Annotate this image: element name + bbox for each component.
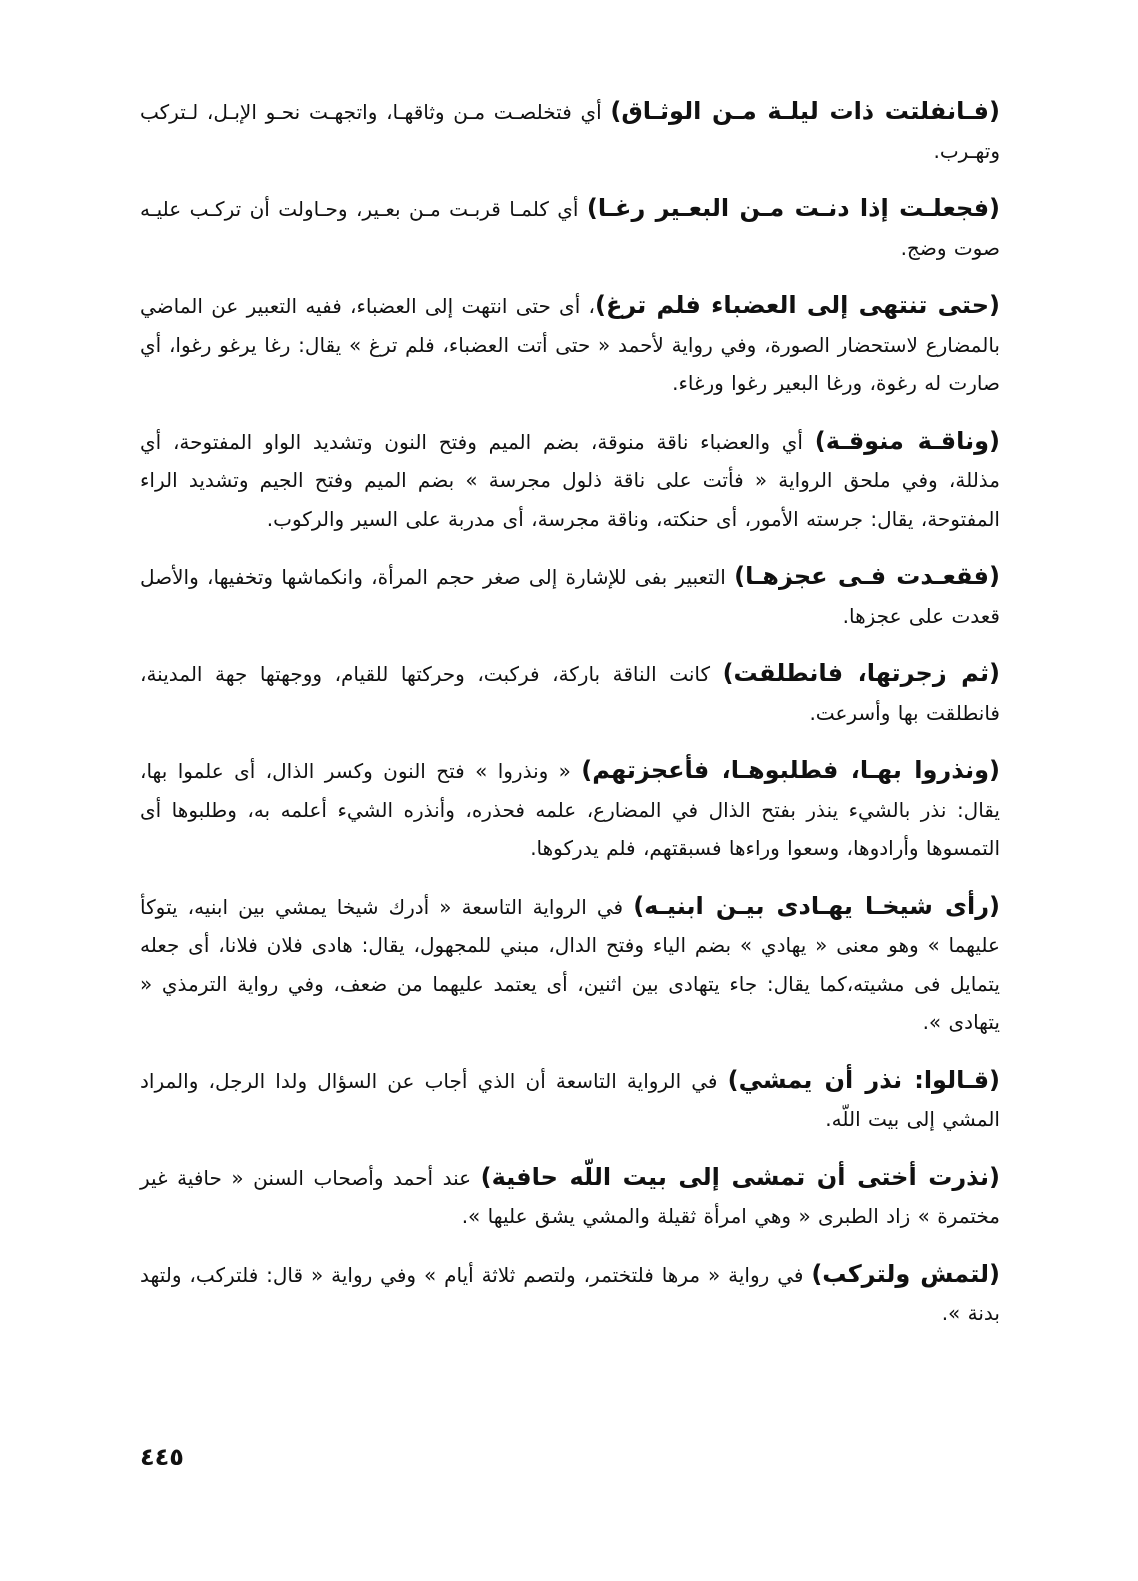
paragraph-heading: (رأى شيخـا يهـادى بيـن ابنيـه): [633, 891, 1000, 920]
page-body: [140, 92, 1000, 1352]
paragraph-text: أي كلمـا قربـت مـن بعـير، وحـاولت أن تركـب عليـه صوت وضج.: [140, 197, 1000, 260]
paragraph-text: أي والعضباء ناقة منوقة، بضم الميم وفتح النون وتشديد الواو المفتوحة، أي مذللة، وفي ملحق الرواية « فأتت على ناقة ذلول مجرسة » بضم الميم وفتح الجيم وتشديد الراء المفتوحة، يقال: جرسته الأمور، أى حنكته، وناقة مجرسة، أى مدربة على السير والركوب.: [140, 429, 1000, 531]
paragraph-heading: (فجعلـت إذا دنـت مـن البعـير رغـا): [586, 194, 1001, 222]
paragraph-heading: (قـالوا: نذر أن يمشي): [727, 1065, 1001, 1094]
paragraph-heading: (وناقـة منوقـة): [814, 426, 1000, 455]
paragraph-7: [140, 751, 1000, 868]
page-number: ٤٤٥: [140, 1443, 184, 1471]
paragraph-heading: (لتمش ولتركب): [811, 1259, 1001, 1288]
paragraph-text: في الرواية التاسعة « أدرك شيخا يمشي بين ابنيه، يتوكأ عليهما » وهو معنى « يهادي » بضم الياء وفتح الدال، مبني للمجهول، يقال: هادى فلان فلانا، أى جعله يتمايل فى مشيته،كما يقال: جاء يتهادى بين اثنين، أى يعتمد عليهما من ضعف، وفي رواية الترمذي « يتهادى ».: [140, 894, 1000, 1034]
paragraph-5: [140, 557, 1000, 635]
paragraph-heading: (ونذروا بهـا، فطلبوهـا، فأعجزتهم): [581, 756, 1000, 784]
paragraph-6: [140, 654, 1000, 732]
paragraph-1: [140, 92, 1000, 170]
paragraph-heading: (نذرت أختى أن تمشى إلى بيت اللّه حافية): [480, 1162, 1000, 1191]
paragraph-8: [140, 887, 1000, 1042]
paragraph-heading: (ثم زجرتها، فانطلقت): [722, 659, 1000, 687]
paragraph-heading: (حتى تنتهى إلى العضباء فلم ترغ): [594, 291, 1000, 319]
paragraph-3: [140, 286, 1000, 403]
paragraph-heading: (فـانفلتت ذات ليلـة مـن الوثـاق): [610, 97, 1000, 125]
paragraph-text: عند أحمد وأصحاب السنن « حافية غير مختمرة » زاد الطبرى « وهي امرأة ثقيلة والمشي يشق عليها ».: [140, 1165, 1000, 1228]
paragraph-2: [140, 189, 1000, 267]
paragraph-text: في الرواية التاسعة أن الذي أجاب عن السؤال ولدا الرجل، والمراد المشي إلى بيت اللّه.: [140, 1068, 1000, 1131]
paragraph-text: أي فتخلصـت مـن وثاقهـا، واتجهـت نحـو الإبـل، لـتركب وتهـرب.: [140, 100, 1000, 163]
paragraph-heading: (فقعـدت فـى عجزهـا): [734, 562, 1000, 590]
paragraph-text: « ونذروا » فتح النون وكسر الذال، أى علموا بها، يقال: نذر بالشيء ينذر بفتح الذال في المضارع، علمه فحذره، وأنذره الشيء أعلمه به، وطلبوها أى التمسوها وأرادوها، وسعوا وراءها فسبقتهم، فلم يدركوها.: [140, 759, 1000, 860]
paragraph-11: [140, 1255, 1000, 1333]
paragraph-4: [140, 422, 1000, 539]
paragraph-text: كانت الناقة باركة، فركبت، وحركتها للقيام، ووجهتها جهة المدينة، فانطلقت بها وأسرعت.: [140, 662, 1000, 725]
paragraph-text: ، أى حتى انتهت إلى العضباء، ففيه التعبير عن الماضي بالمضارع لاستحضار الصورة، وفي رواية لأحمد « حتى أتت العضباء، فلم ترغ » يقال: رغا يرغو رغوا، أي صارت له رغوة، ورغا البعير رغوا ورغاء.: [140, 294, 1000, 395]
paragraph-10: [140, 1158, 1000, 1236]
paragraph-9: [140, 1061, 1000, 1139]
paragraph-text: التعبير بفى للإشارة إلى صغر حجم المرأة، وانكماشها وتخفيها، والأصل قعدت على عجزها.: [140, 565, 1000, 628]
paragraph-text: في رواية « مرها فلتختمر، ولتصم ثلاثة أيام » وفي رواية « قال: فلتركب، ولتهد بدنة ».: [140, 1262, 1000, 1325]
